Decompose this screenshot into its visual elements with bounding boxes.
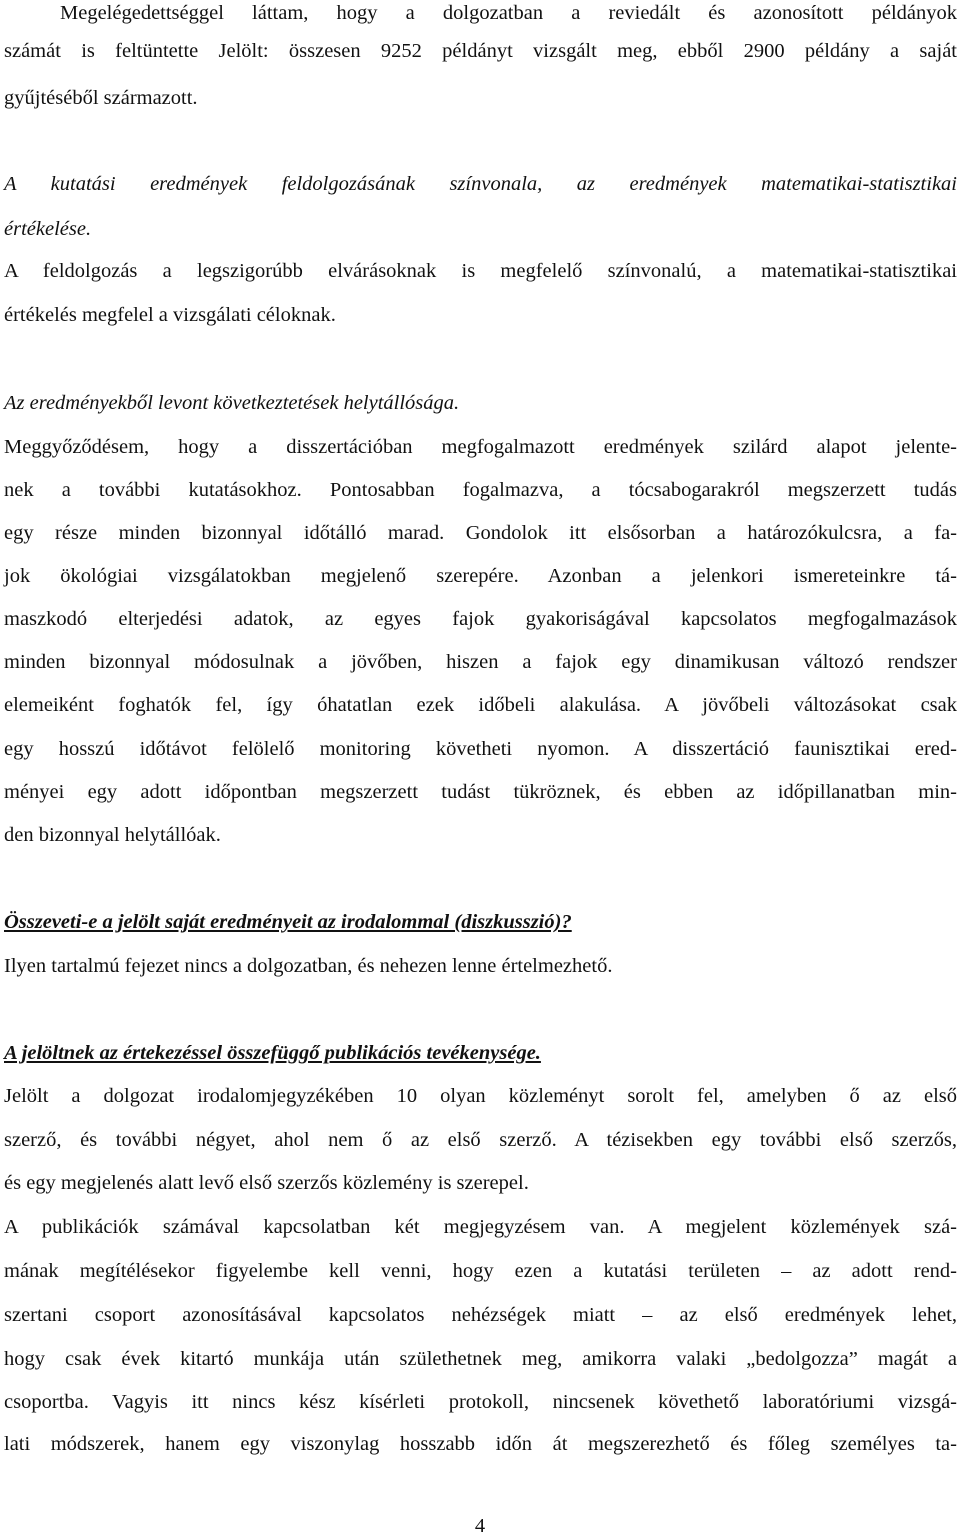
text-line: gyűjtéséből származott. <box>4 87 198 109</box>
text-line: minden bizonnyal módosulnak a jövőben, hiszen a fajok egy dinamikusan változó rendszer <box>4 651 957 673</box>
section-heading: A kutatási eredmények feldolgozásának színvonala, az eredmények matematikai-statisztikai <box>4 173 957 195</box>
text-line: szertani csoport azonosításával kapcsolatos nehézségek miatt – az első eredmények lehet, <box>4 1304 957 1326</box>
text-line: értékelés megfelel a vizsgálati céloknak. <box>4 304 336 326</box>
section-heading: Az eredményekből levont következtetések helytállósága. <box>4 392 460 414</box>
section-heading: értékelése. <box>4 218 92 240</box>
text-line: nek a további kutatásokhoz. Pontosabban fogalmazva, a tócsabogarakról megszerzett tudás <box>4 479 957 501</box>
text-line: egy része minden bizonnyal időtálló marad. Gondolok itt elsősorban a határozókulcsra, a fa- <box>4 522 957 544</box>
text-line: és egy megjelenés alatt levő első szerzős közlemény is szerepel. <box>4 1172 529 1194</box>
text-line: Jelölt a dolgozat irodalomjegyzékében 10 olyan közleményt sorolt fel, amelyben ő az első <box>4 1085 957 1107</box>
text-line: A feldolgozás a legszigorúbb elvárásoknak is megfelelő színvonalú, a matematikai-statisztikai <box>4 260 957 282</box>
text-line: A publikációk számával kapcsolatban két megjegyzésem van. A megjelent közlemények szá- <box>4 1216 957 1238</box>
section-heading: A jelöltnek az értekezéssel összefüggő publikációs tevékenysége. <box>4 1042 541 1064</box>
page-number: 4 <box>474 1515 486 1537</box>
text-line: egy hosszú időtávot felölelő monitoring követheti nyomon. A disszertáció faunisztikai ered- <box>4 738 957 760</box>
text-line: jok ökológiai vizsgálatokban megjelenő szerepére. Azonban a jelenkori ismereteinkre tá- <box>4 565 957 587</box>
text-line: den bizonnyal helytállóak. <box>4 824 221 846</box>
text-line: mának megítélésekor figyelembe kell venni, hogy ezen a kutatási területen – az adott rend- <box>4 1260 957 1282</box>
text-line: lati módszerek, hanem egy viszonylag hosszabb időn át megszerezhető és főleg személyes ta- <box>4 1433 957 1455</box>
text-line: ményei egy adott időpontban megszerzett tudást tükröznek, és ebben az időpillanatban min- <box>4 781 957 803</box>
text-line: csoportba. Vagyis itt nincs kész kísérleti protokoll, nincsenek követhető laboratóriumi vizsgá- <box>4 1391 957 1413</box>
text-line: szerző, és további négyet, ahol nem ő az első szerző. A tézisekben egy további első szerzős, <box>4 1129 957 1151</box>
text-line: elemeiként foghatók fel, így óhatatlan ezek időbeli alakulása. A jövőbeli változásokat csak <box>4 694 957 716</box>
text-line: számát is feltüntette Jelölt: összesen 9252 példányt vizsgált meg, ebből 2900 példány a saját <box>4 40 957 62</box>
text-line: Ilyen tartalmú fejezet nincs a dolgozatban, és nehezen lenne értelmezhető. <box>4 955 613 977</box>
text-line: Meggyőződésem, hogy a disszertációban megfogalmazott eredmények szilárd alapot jelente- <box>4 436 957 458</box>
text-line: hogy csak évek kitartó munkája után születhetnek meg, amikorra valaki „bedolgozza” magát a <box>4 1348 957 1370</box>
text-line: Megelégedettséggel láttam, hogy a dolgozatban a reviedált és azonosított példányok <box>60 2 957 24</box>
text-line: maszkodó elterjedési adatok, az egyes fajok gyakoriságával kapcsolatos megfogalmazások <box>4 608 957 630</box>
section-heading: Összeveti-e a jelölt saját eredményeit az irodalommal (diszkusszió)? <box>4 911 572 933</box>
